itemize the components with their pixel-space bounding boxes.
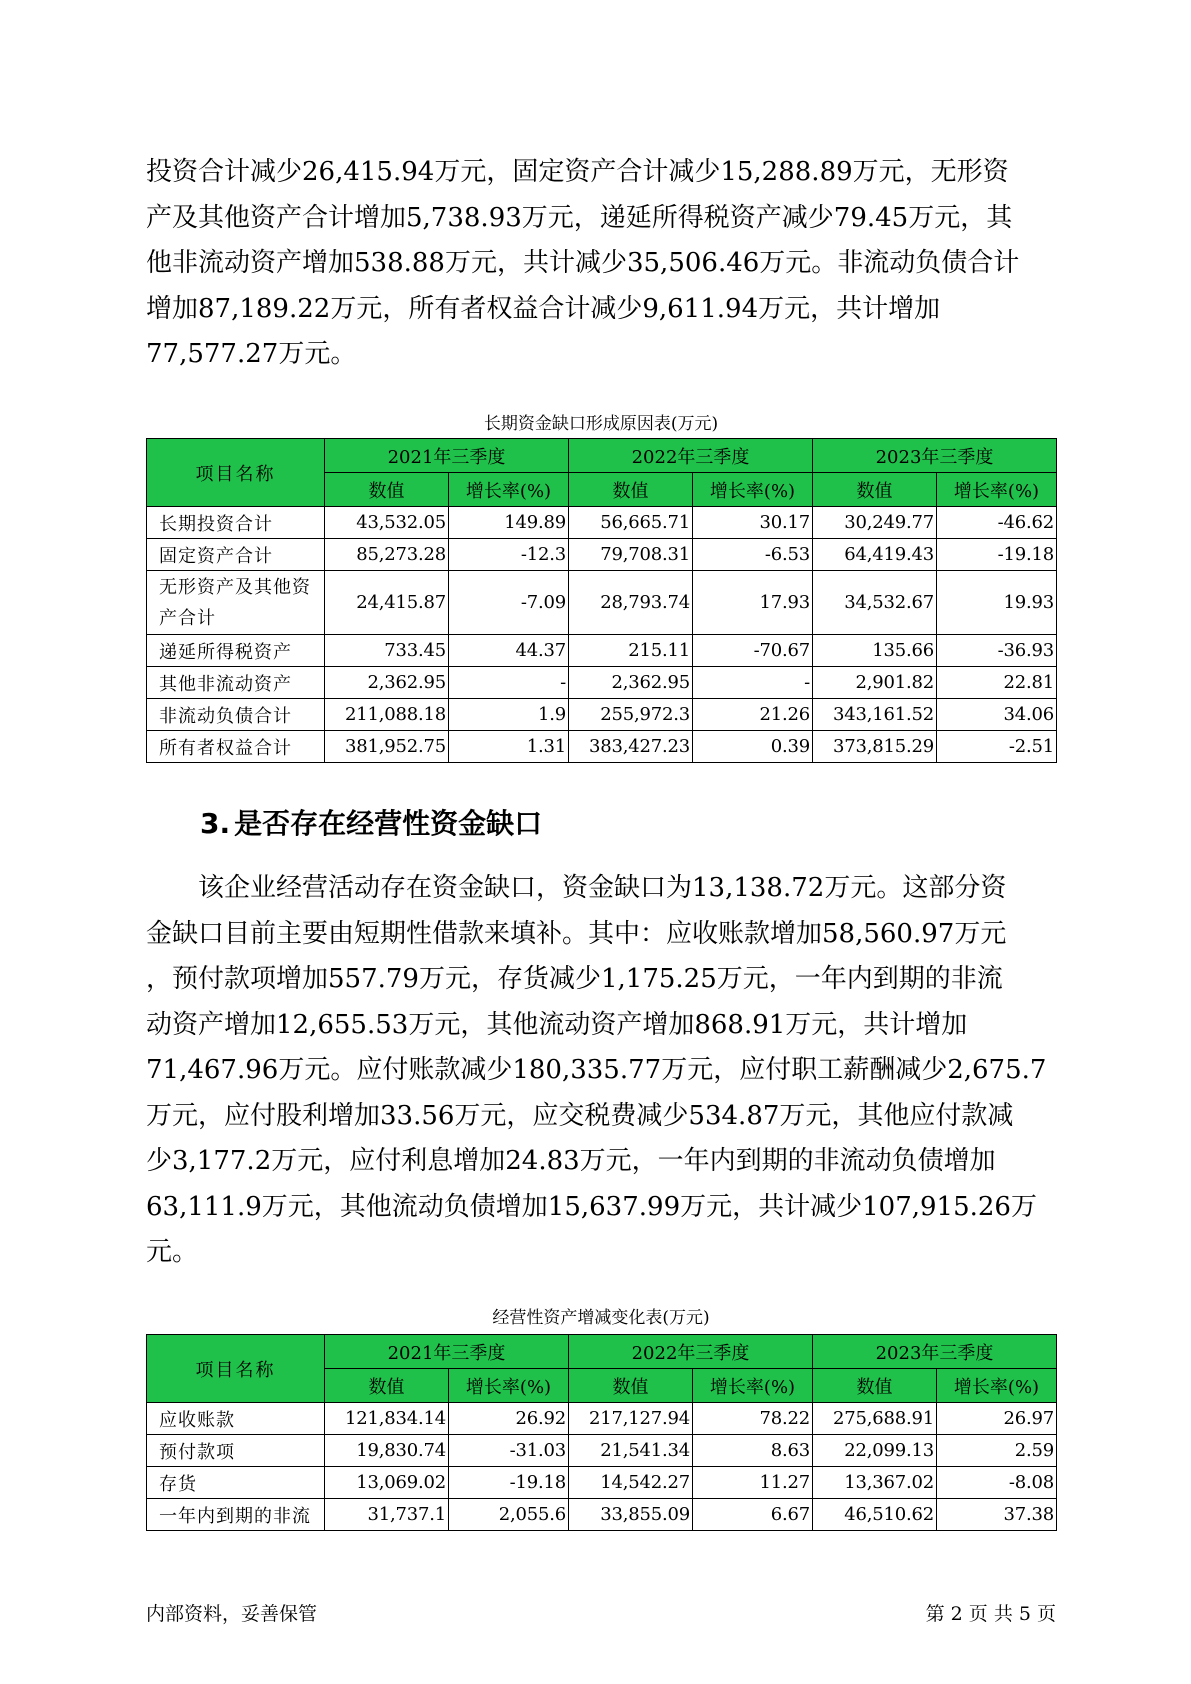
cell-growth: -12.3 bbox=[449, 539, 569, 571]
cell-value: 31,737.1 bbox=[325, 1499, 449, 1531]
footer-confidential-note: 内部资料，妥善保管 bbox=[146, 1603, 318, 1625]
cell-growth: -6.53 bbox=[693, 539, 813, 571]
paragraph-line: 77,577.27万元。 bbox=[146, 339, 357, 369]
header-growth-rate: 增长率(%) bbox=[449, 473, 569, 507]
cell-value: 19,830.74 bbox=[325, 1435, 449, 1467]
operating-assets-change-table bbox=[146, 1334, 1057, 1531]
row-label: 固定资产合计 bbox=[147, 539, 325, 571]
cell-value: 255,972.3 bbox=[569, 699, 693, 731]
header-value: 数值 bbox=[325, 473, 449, 507]
cell-growth: 26.97 bbox=[937, 1403, 1057, 1435]
cell-growth: 26.92 bbox=[449, 1403, 569, 1435]
cell-value: 34,532.67 bbox=[813, 571, 937, 635]
cell-value: 85,273.28 bbox=[325, 539, 449, 571]
table-row bbox=[147, 667, 1057, 699]
cell-growth: 19.93 bbox=[937, 571, 1057, 635]
cell-growth: 149.89 bbox=[449, 507, 569, 539]
header-growth-rate: 增长率(%) bbox=[937, 473, 1057, 507]
paragraph-line: 71,467.96万元。应付账款减少180,335.77万元，应付职工薪酬减少2,675.7 bbox=[146, 1055, 1047, 1085]
cell-growth: 37.38 bbox=[937, 1499, 1057, 1531]
cell-growth: 0.39 bbox=[693, 731, 813, 763]
header-value: 数值 bbox=[813, 1369, 937, 1403]
cell-growth: 1.31 bbox=[449, 731, 569, 763]
cell-growth: -46.62 bbox=[937, 507, 1057, 539]
row-label: 长期投资合计 bbox=[147, 507, 325, 539]
cell-value: 22,099.13 bbox=[813, 1435, 937, 1467]
row-label: 预付款项 bbox=[147, 1435, 325, 1467]
cell-value: 121,834.14 bbox=[325, 1403, 449, 1435]
cell-growth: 17.93 bbox=[693, 571, 813, 635]
table-row bbox=[147, 1403, 1057, 1435]
cell-value: 13,367.02 bbox=[813, 1467, 937, 1499]
row-label: 无形资产及其他资产合计 bbox=[147, 571, 325, 635]
table-row bbox=[147, 539, 1057, 571]
cell-value: 2,901.82 bbox=[813, 667, 937, 699]
header-value: 数值 bbox=[325, 1369, 449, 1403]
cell-value: 21,541.34 bbox=[569, 1435, 693, 1467]
cell-value: 343,161.52 bbox=[813, 699, 937, 731]
cell-value: 733.45 bbox=[325, 635, 449, 667]
cell-growth: 8.63 bbox=[693, 1435, 813, 1467]
cell-value: 30,249.77 bbox=[813, 507, 937, 539]
row-label: 一年内到期的非流 bbox=[147, 1499, 325, 1531]
paragraph-operating-gap bbox=[146, 866, 1056, 1276]
header-period-2022: 2022年三季度 bbox=[569, 1335, 813, 1369]
cell-value: 381,952.75 bbox=[325, 731, 449, 763]
cell-value: 217,127.94 bbox=[569, 1403, 693, 1435]
cell-growth: -7.09 bbox=[449, 571, 569, 635]
header-period-2023: 2023年三季度 bbox=[813, 439, 1057, 473]
paragraph-line: 产及其他资产合计增加5,738.93万元，递延所得税资产减少79.45万元，其 bbox=[146, 202, 1013, 233]
cell-growth: 30.17 bbox=[693, 507, 813, 539]
header-period-2022: 2022年三季度 bbox=[569, 439, 813, 473]
cell-value: 14,542.27 bbox=[569, 1467, 693, 1499]
cell-value: 46,510.62 bbox=[813, 1499, 937, 1531]
cell-value: 43,532.05 bbox=[325, 507, 449, 539]
table-row bbox=[147, 699, 1057, 731]
cell-growth: 44.37 bbox=[449, 635, 569, 667]
cell-growth: -36.93 bbox=[937, 635, 1057, 667]
cell-growth: 2.59 bbox=[937, 1435, 1057, 1467]
cell-growth: -19.18 bbox=[449, 1467, 569, 1499]
footer-page-number: 第 2 页 共 5 页 bbox=[925, 1603, 1056, 1625]
paragraph-line: 他非流动资产增加538.88万元，共计减少35,506.46万元。非流动负债合计 bbox=[146, 248, 1020, 278]
cell-growth: -31.03 bbox=[449, 1435, 569, 1467]
table-row bbox=[147, 1467, 1057, 1499]
cell-growth: 1.9 bbox=[449, 699, 569, 731]
section-number: 3. bbox=[200, 807, 231, 840]
header-item-name: 项目名称 bbox=[147, 439, 325, 507]
cell-value: 2,362.95 bbox=[569, 667, 693, 699]
header-growth-rate: 增长率(%) bbox=[449, 1369, 569, 1403]
cell-value: 28,793.74 bbox=[569, 571, 693, 635]
cell-growth: 6.67 bbox=[693, 1499, 813, 1531]
cell-value: 215.11 bbox=[569, 635, 693, 667]
section-heading bbox=[200, 806, 542, 842]
table-row bbox=[147, 731, 1057, 763]
table1-caption: 长期资金缺口形成原因表(万元) bbox=[483, 414, 719, 434]
header-item-name: 项目名称 bbox=[147, 1335, 325, 1403]
header-growth-rate: 增长率(%) bbox=[693, 473, 813, 507]
cell-growth: - bbox=[449, 667, 569, 699]
cell-growth: - bbox=[693, 667, 813, 699]
paragraph-line: 增加87,189.22万元，所有者权益合计减少9,611.94万元，共计增加 bbox=[146, 293, 941, 324]
table-row bbox=[147, 635, 1057, 667]
row-label: 应收账款 bbox=[147, 1403, 325, 1435]
header-value: 数值 bbox=[569, 1369, 693, 1403]
cell-growth: -2.51 bbox=[937, 731, 1057, 763]
paragraph-line: 少3,177.2万元，应付利息增加24.83万元，一年内到期的非流动负债增加 bbox=[146, 1146, 996, 1176]
long-term-funding-gap-table bbox=[146, 438, 1057, 763]
cell-growth: -70.67 bbox=[693, 635, 813, 667]
cell-value: 373,815.29 bbox=[813, 731, 937, 763]
row-label: 存货 bbox=[147, 1467, 325, 1499]
header-value: 数值 bbox=[813, 473, 937, 507]
paragraph-long-term-assets bbox=[146, 150, 1056, 378]
header-growth-rate: 增长率(%) bbox=[937, 1369, 1057, 1403]
cell-value: 33,855.09 bbox=[569, 1499, 693, 1531]
cell-value: 2,362.95 bbox=[325, 667, 449, 699]
table-row bbox=[147, 507, 1057, 539]
cell-growth: 34.06 bbox=[937, 699, 1057, 731]
header-period-2021: 2021年三季度 bbox=[325, 439, 569, 473]
table-row bbox=[147, 1435, 1057, 1467]
cell-value: 135.66 bbox=[813, 635, 937, 667]
cell-growth: 11.27 bbox=[693, 1467, 813, 1499]
cell-value: 79,708.31 bbox=[569, 539, 693, 571]
cell-value: 383,427.23 bbox=[569, 731, 693, 763]
row-label: 非流动负债合计 bbox=[147, 699, 325, 731]
paragraph-line: 元。 bbox=[146, 1237, 199, 1267]
row-label: 其他非流动资产 bbox=[147, 667, 325, 699]
cell-growth: -19.18 bbox=[937, 539, 1057, 571]
cell-growth: 78.22 bbox=[693, 1403, 813, 1435]
paragraph-line: 万元，应付股利增加33.56万元，应交税费减少534.87万元，其他应付款减 bbox=[146, 1100, 1014, 1131]
header-period-2021: 2021年三季度 bbox=[325, 1335, 569, 1369]
paragraph-line: 金缺口目前主要由短期性借款来填补。其中：应收账款增加58,560.97万元 bbox=[146, 918, 1007, 949]
cell-value: 64,419.43 bbox=[813, 539, 937, 571]
table-row bbox=[147, 571, 1057, 635]
cell-value: 275,688.91 bbox=[813, 1403, 937, 1435]
cell-value: 211,088.18 bbox=[325, 699, 449, 731]
paragraph-line: 该企业经营活动存在资金缺口，资金缺口为13,138.72万元。这部分资 bbox=[198, 873, 1007, 903]
cell-growth: -8.08 bbox=[937, 1467, 1057, 1499]
row-label: 所有者权益合计 bbox=[147, 731, 325, 763]
cell-value: 56,665.71 bbox=[569, 507, 693, 539]
table-row bbox=[147, 1499, 1057, 1531]
paragraph-line: 投资合计减少26,415.94万元，固定资产合计减少15,288.89万元，无形资 bbox=[146, 157, 1009, 187]
header-period-2023: 2023年三季度 bbox=[813, 1335, 1057, 1369]
section-title: 是否存在经营性资金缺口 bbox=[234, 807, 543, 840]
cell-value: 13,069.02 bbox=[325, 1467, 449, 1499]
row-label: 递延所得税资产 bbox=[147, 635, 325, 667]
cell-growth: 21.26 bbox=[693, 699, 813, 731]
cell-growth: 2,055.6 bbox=[449, 1499, 569, 1531]
header-growth-rate: 增长率(%) bbox=[693, 1369, 813, 1403]
paragraph-line: 动资产增加12,655.53万元，其他流动资产增加868.91万元，共计增加 bbox=[146, 1009, 968, 1040]
paragraph-line: 63,111.9万元，其他流动负债增加15,637.99万元，共计减少107,915.26万 bbox=[146, 1191, 1037, 1222]
cell-value: 24,415.87 bbox=[325, 571, 449, 635]
cell-growth: 22.81 bbox=[937, 667, 1057, 699]
paragraph-line: ，预付款项增加557.79万元，存货减少1,175.25万元，一年内到期的非流 bbox=[146, 964, 1003, 994]
table2-caption: 经营性资产增减变化表(万元) bbox=[492, 1308, 710, 1328]
header-value: 数值 bbox=[569, 473, 693, 507]
